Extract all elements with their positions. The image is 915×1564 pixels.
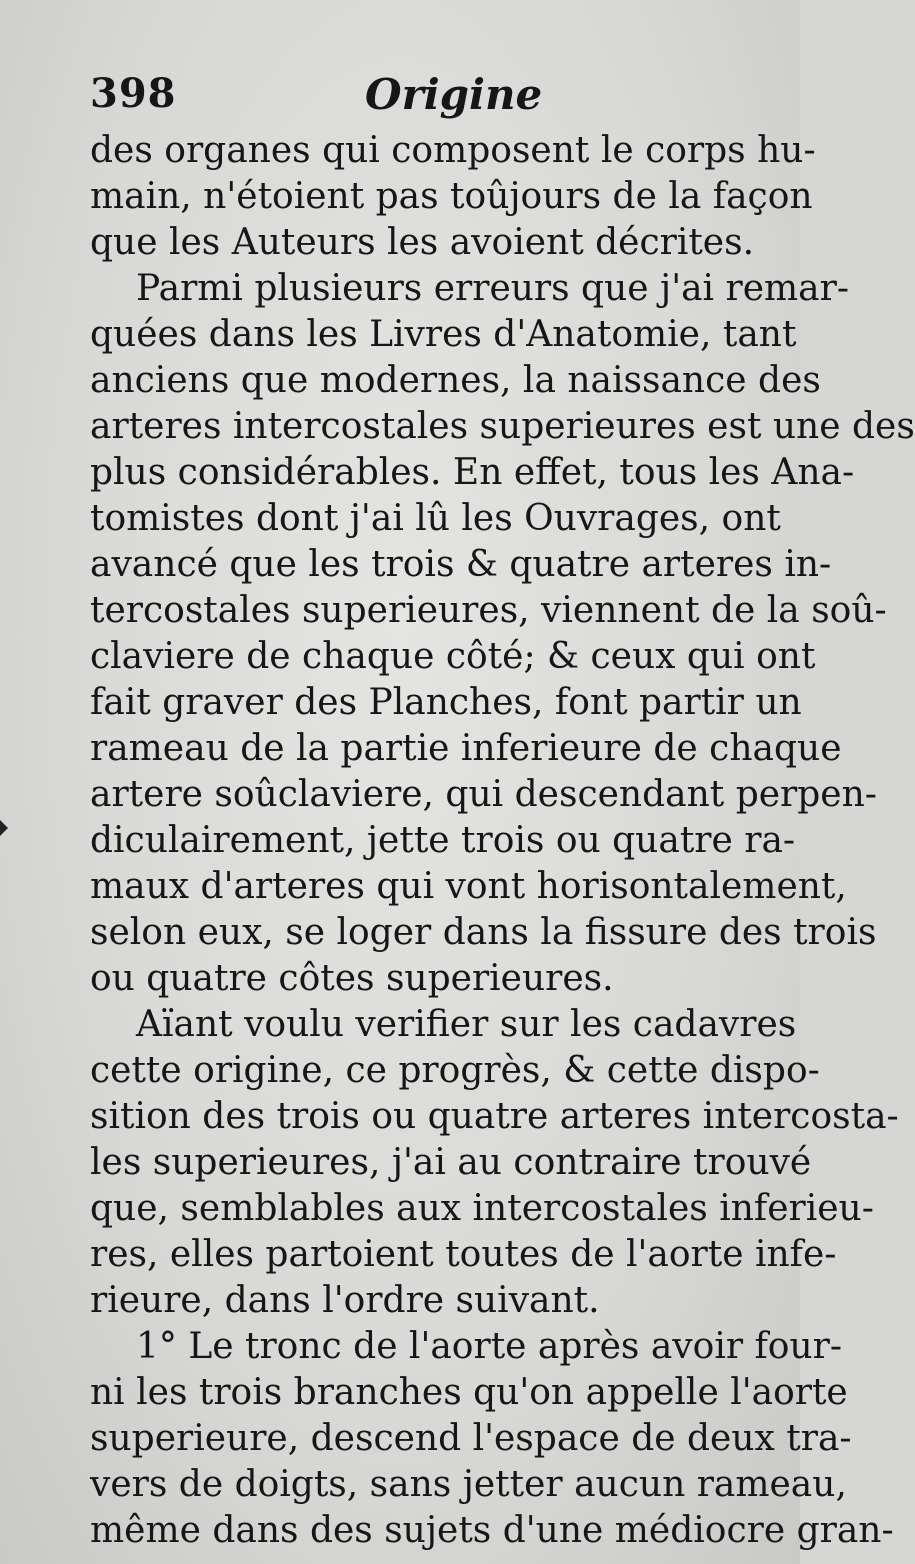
running-title: Origine <box>365 70 543 119</box>
text-line: maux d'arteres qui vont horisontalement, <box>90 866 847 907</box>
text-line: rameau de la partie inferieure de chaque <box>90 728 842 769</box>
text-line: tercostales superieures, viennent de la soû- <box>90 590 887 631</box>
text-line: anciens que modernes, la naissance des <box>90 360 821 401</box>
margin-mark <box>0 820 8 836</box>
text-line: Aïant voulu verifier sur les cadavres <box>136 1004 797 1045</box>
text-line: avancé que les trois & quatre arteres in- <box>90 544 832 585</box>
text-line: fait graver des Planches, font partir un <box>90 682 802 723</box>
text-line: quées dans les Livres d'Anatomie, tant <box>90 314 797 355</box>
text-line: arteres intercostales superieures est une des <box>90 406 915 447</box>
text-line: main, n'étoient pas toûjours de la façon <box>90 176 813 217</box>
text-line: superieure, descend l'espace de deux tra- <box>90 1418 852 1459</box>
text-line: même dans des sujets d'une médiocre gran- <box>90 1510 894 1551</box>
text-line: Parmi plusieurs erreurs que j'ai remar- <box>136 268 850 309</box>
text-line: ni les trois branches qu'on appelle l'aorte <box>90 1372 848 1413</box>
text-line: 1° Le tronc de l'aorte après avoir four- <box>136 1326 843 1367</box>
text-line: des organes qui composent le corps hu- <box>90 130 816 171</box>
text-line: diculairement, jette trois ou quatre ra- <box>90 820 796 861</box>
text-line: ou quatre côtes superieures. <box>90 958 614 999</box>
page-number: 398 <box>90 70 177 117</box>
text-line: les superieures, j'ai au contraire trouvé <box>90 1142 812 1183</box>
body-text <box>90 128 915 1554</box>
text-line: vers de doigts, sans jetter aucun rameau, <box>90 1464 847 1505</box>
text-line: claviere de chaque côté; & ceux qui ont <box>90 636 816 677</box>
text-line: selon eux, se loger dans la fissure des trois <box>90 912 877 953</box>
text-line: cette origine, ce progrès, & cette dispo- <box>90 1050 820 1091</box>
text-line: res, elles partoient toutes de l'aorte infe- <box>90 1234 837 1275</box>
text-line: tomistes dont j'ai lû les Ouvrages, ont <box>90 498 781 539</box>
text-line: plus considérables. En effet, tous les Ana- <box>90 452 855 493</box>
page-header <box>90 70 710 126</box>
text-line: que, semblables aux intercostales inferieu- <box>90 1188 874 1229</box>
text-line: rieure, dans l'ordre suivant. <box>90 1280 600 1321</box>
text-line: artere soûclaviere, qui descendant perpen- <box>90 774 877 815</box>
text-line: que les Auteurs les avoient décrites. <box>90 222 755 263</box>
text-line: sition des trois ou quatre arteres intercosta- <box>90 1096 899 1137</box>
